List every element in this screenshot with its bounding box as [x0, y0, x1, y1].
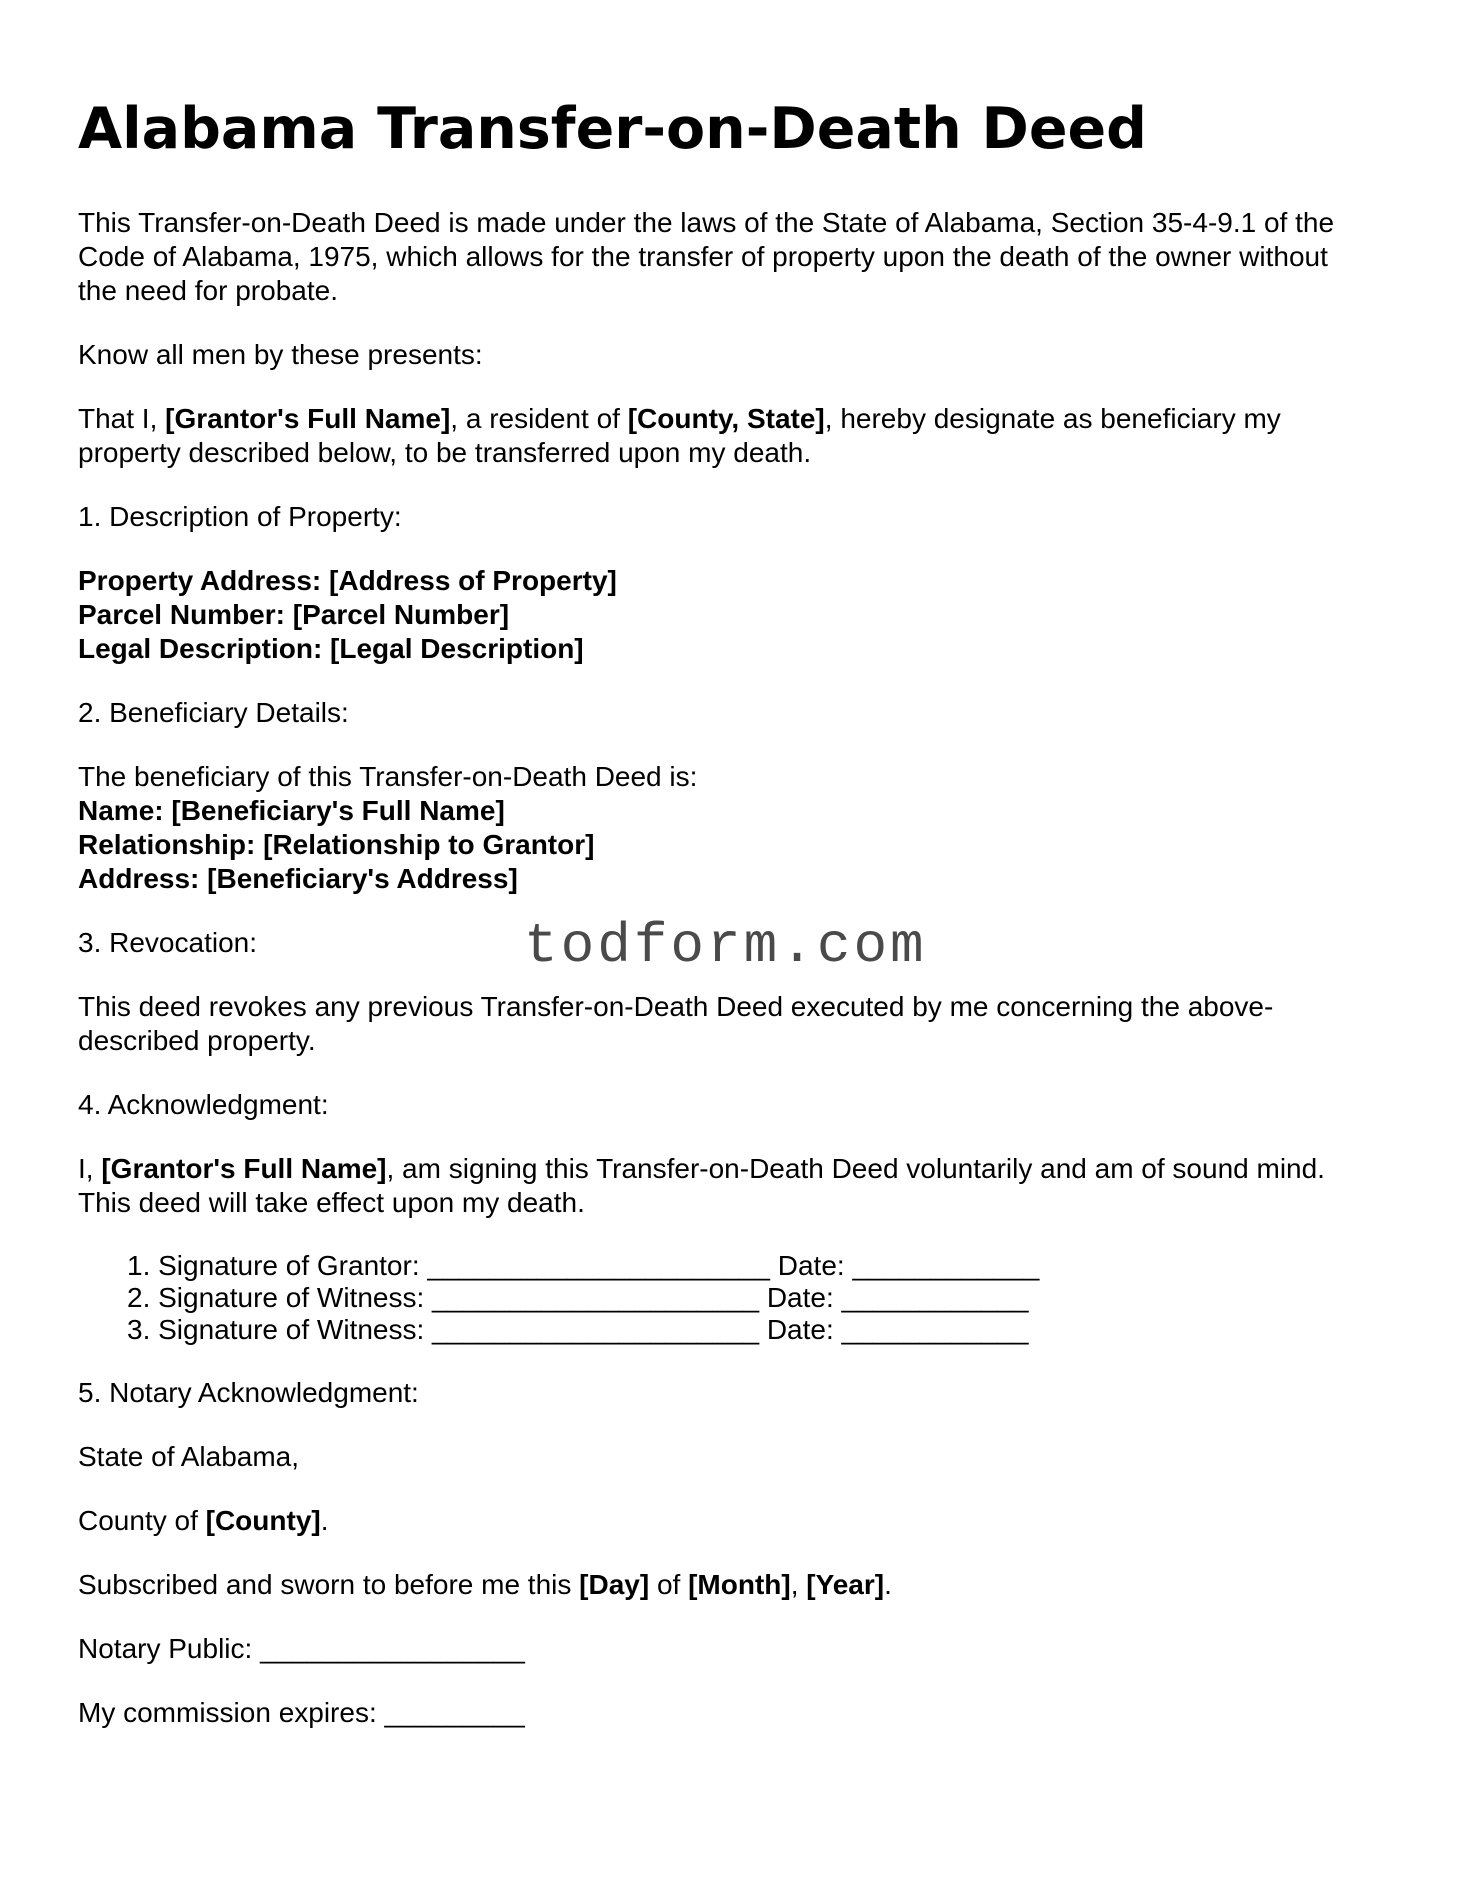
section-heading-description-of-property: 1. Description of Property:	[78, 501, 402, 532]
beneficiary-address-line: Address: [Beneficiary's Address]	[78, 863, 518, 894]
grantor-name-placeholder: [Grantor's Full Name]	[165, 403, 451, 434]
signature-grantor-line: 1. Signature of Grantor: ______________________ Date: ____________	[127, 1250, 1040, 1281]
state-line: State of Alabama,	[78, 1441, 300, 1472]
year-placeholder: [Year]	[806, 1569, 885, 1600]
section-heading-acknowledgment: 4. Acknowledgment:	[78, 1089, 329, 1120]
text-run: County of	[78, 1505, 206, 1536]
beneficiary-details-block	[78, 760, 1362, 896]
text-run: ,	[790, 1569, 807, 1600]
text-run: That I,	[78, 403, 166, 434]
beneficiary-relationship-line: Relationship: [Relationship to Grantor]	[78, 829, 595, 860]
property-address-line: Property Address: [Address of Property]	[78, 565, 617, 596]
page-title: Alabama Transfer-on-Death Deed	[78, 96, 1147, 162]
text-run: , a resident of	[450, 403, 628, 434]
sworn-line	[78, 1568, 1362, 1602]
signature-witness-line-3: 3. Signature of Witness: _____________________ Date: ____________	[127, 1314, 1029, 1345]
text-run: , am signing this Transfer-on-Death Deed voluntarily and am of sound mind. This deed will take effect upon my death.	[78, 1153, 1325, 1218]
legal-description-line: Legal Description: [Legal Description]	[78, 633, 584, 664]
know-all-men-line: Know all men by these presents:	[78, 339, 483, 370]
commission-expires-line: My commission expires: _________	[78, 1697, 525, 1728]
acknowledgment-paragraph	[78, 1152, 1362, 1220]
county-state-placeholder: [County, State]	[627, 403, 825, 434]
parcel-number-line: Parcel Number: [Parcel Number]	[78, 599, 510, 630]
month-placeholder: [Month]	[688, 1569, 791, 1600]
designation-paragraph	[78, 402, 1362, 470]
text-run: .	[320, 1505, 329, 1536]
day-placeholder: [Day]	[579, 1569, 650, 1600]
section-heading-beneficiary-details: 2. Beneficiary Details:	[78, 697, 349, 728]
notary-public-line: Notary Public: _________________	[78, 1633, 525, 1664]
intro-paragraph: This Transfer-on-Death Deed is made under the laws of the State of Alabama, Section 35-4-9.1 of the Code of Alabama, 1975, which allows for the transfer of property upon the death of the owner without the need for probate.	[78, 207, 1335, 306]
section-heading-notary-acknowledgment: 5. Notary Acknowledgment:	[78, 1377, 419, 1408]
county-placeholder: [County]	[205, 1505, 321, 1536]
property-details-block	[78, 564, 1362, 666]
signature-list	[78, 1250, 1362, 1346]
county-line	[78, 1504, 1362, 1538]
revocation-paragraph: This deed revokes any previous Transfer-on-Death Deed executed by me concerning the above-described property.	[78, 991, 1274, 1056]
text-run: of	[649, 1569, 689, 1600]
beneficiary-name-line: Name: [Beneficiary's Full Name]	[78, 795, 505, 826]
text-run: I,	[78, 1153, 102, 1184]
section-heading-revocation: 3. Revocation:	[78, 927, 257, 958]
text-run: .	[884, 1569, 892, 1600]
beneficiary-intro-line: The beneficiary of this Transfer-on-Death Deed is:	[78, 761, 698, 792]
text-run: Subscribed and sworn to before me this	[78, 1569, 580, 1600]
watermark-todform: todform.com	[524, 914, 927, 978]
text-run: , hereby designate as beneficiary my property described below, to be transferred upon my death.	[78, 403, 1281, 468]
signature-witness-line-2: 2. Signature of Witness: _____________________ Date: ____________	[127, 1282, 1029, 1313]
grantor-name-placeholder: [Grantor's Full Name]	[101, 1153, 387, 1184]
